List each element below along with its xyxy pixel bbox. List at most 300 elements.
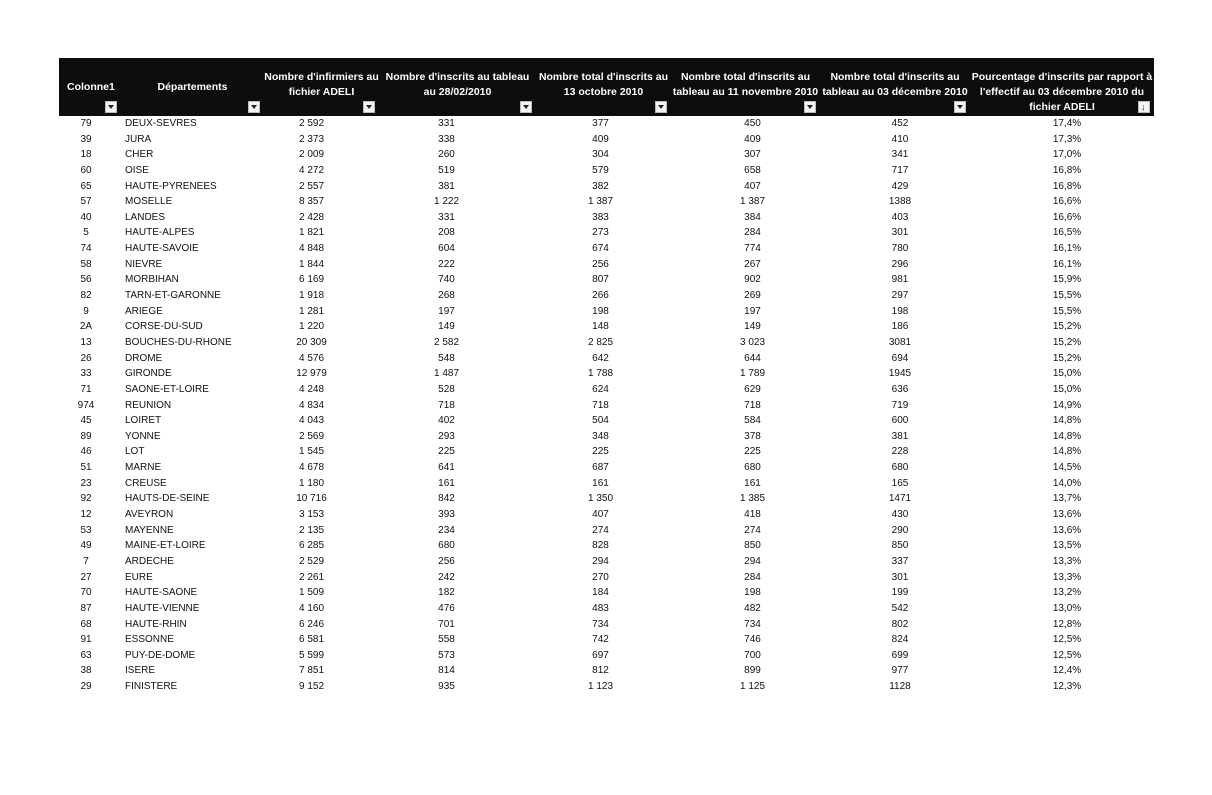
cell-inscrits-11-11[interactable]: 1 385	[739, 493, 766, 505]
cell-infirmiers-adeli[interactable]: 4 834	[298, 399, 325, 411]
cell-pourcentage[interactable]: 13,3%	[1052, 555, 1082, 567]
cell-inscrits-13-10[interactable]: 161	[592, 477, 609, 489]
cell-inscrits-13-10[interactable]: 274	[592, 524, 609, 536]
cell-pourcentage[interactable]: 16,5%	[1052, 227, 1082, 239]
cell-departement[interactable]: HAUTE-SAVOIE	[125, 243, 199, 255]
cell-pourcentage[interactable]: 12,5%	[1052, 649, 1082, 661]
cell-inscrits-28-02[interactable]: 331	[438, 118, 455, 129]
cell-departement[interactable]: MOSELLE	[125, 196, 173, 208]
cell-inscrits-03-12[interactable]: 1945	[888, 368, 912, 380]
cell-inscrits-11-11[interactable]: 700	[744, 649, 761, 661]
filter-dropdown-icon[interactable]	[248, 101, 260, 113]
cell-inscrits-03-12[interactable]: 699	[891, 649, 909, 661]
cell-infirmiers-adeli[interactable]: 1 821	[298, 227, 325, 239]
cell-inscrits-13-10[interactable]: 697	[592, 649, 609, 661]
cell-colonne1[interactable]: 57	[80, 196, 92, 208]
filter-dropdown-icon[interactable]	[105, 101, 117, 113]
cell-inscrits-11-11[interactable]: 1 789	[739, 368, 766, 380]
cell-inscrits-03-12[interactable]: 410	[891, 133, 909, 145]
cell-inscrits-11-11[interactable]: 850	[744, 540, 761, 552]
cell-inscrits-13-10[interactable]: 624	[592, 383, 609, 395]
cell-inscrits-11-11[interactable]: 899	[744, 665, 761, 677]
cell-inscrits-13-10[interactable]: 273	[592, 227, 609, 239]
cell-pourcentage[interactable]: 16,1%	[1052, 258, 1082, 270]
cell-colonne1[interactable]: 53	[80, 524, 92, 536]
cell-pourcentage[interactable]: 14,8%	[1052, 415, 1082, 427]
cell-inscrits-03-12[interactable]: 850	[891, 540, 909, 552]
cell-departement[interactable]: MAYENNE	[125, 524, 174, 536]
cell-pourcentage[interactable]: 13,3%	[1052, 571, 1082, 583]
cell-departement[interactable]: HAUTE-ALPES	[125, 227, 195, 239]
cell-colonne1[interactable]: 82	[80, 290, 92, 302]
cell-inscrits-11-11[interactable]: 284	[744, 571, 761, 583]
cell-colonne1[interactable]: 27	[80, 571, 92, 583]
cell-departement[interactable]: NIEVRE	[125, 258, 163, 270]
cell-infirmiers-adeli[interactable]: 6 169	[298, 274, 325, 286]
cell-colonne1[interactable]: 18	[80, 149, 92, 161]
cell-colonne1[interactable]: 12	[80, 509, 92, 521]
cell-inscrits-13-10[interactable]: 483	[592, 602, 609, 614]
cell-departement[interactable]: CORSE-DU-SUD	[125, 321, 203, 333]
cell-pourcentage[interactable]: 16,8%	[1052, 180, 1082, 192]
cell-departement[interactable]: AVEYRON	[125, 509, 174, 521]
cell-inscrits-28-02[interactable]: 604	[438, 243, 455, 255]
cell-inscrits-28-02[interactable]: 256	[438, 555, 455, 567]
cell-infirmiers-adeli[interactable]: 8 357	[298, 196, 325, 208]
cell-infirmiers-adeli[interactable]: 2 529	[298, 555, 325, 567]
cell-infirmiers-adeli[interactable]: 4 576	[298, 352, 325, 364]
cell-pourcentage[interactable]: 15,5%	[1052, 290, 1082, 302]
cell-inscrits-03-12[interactable]: 297	[891, 290, 909, 302]
cell-inscrits-13-10[interactable]: 734	[592, 618, 609, 630]
cell-inscrits-11-11[interactable]: 161	[744, 477, 761, 489]
cell-inscrits-03-12[interactable]: 780	[891, 243, 909, 255]
cell-inscrits-11-11[interactable]: 680	[744, 462, 761, 474]
cell-inscrits-13-10[interactable]: 1 123	[587, 681, 614, 693]
cell-inscrits-03-12[interactable]: 542	[891, 602, 909, 614]
cell-inscrits-28-02[interactable]: 718	[438, 399, 455, 411]
cell-inscrits-28-02[interactable]: 476	[438, 602, 455, 614]
cell-departement[interactable]: HAUTE-PYRENEES	[125, 180, 217, 192]
cell-inscrits-28-02[interactable]: 548	[438, 352, 455, 364]
cell-inscrits-11-11[interactable]: 1 387	[739, 196, 766, 208]
cell-pourcentage[interactable]: 15,9%	[1052, 274, 1082, 286]
cell-inscrits-13-10[interactable]: 266	[592, 290, 609, 302]
cell-inscrits-28-02[interactable]: 182	[438, 587, 455, 599]
cell-colonne1[interactable]: 68	[80, 618, 92, 630]
cell-inscrits-11-11[interactable]: 284	[744, 227, 761, 239]
cell-colonne1[interactable]: 49	[80, 540, 92, 552]
cell-inscrits-03-12[interactable]: 301	[891, 227, 909, 239]
cell-inscrits-28-02[interactable]: 528	[438, 383, 455, 395]
cell-colonne1[interactable]: 2A	[79, 321, 93, 333]
cell-inscrits-03-12[interactable]: 165	[891, 477, 909, 489]
cell-infirmiers-adeli[interactable]: 2 428	[298, 211, 325, 223]
cell-departement[interactable]: YONNE	[125, 430, 161, 442]
cell-departement[interactable]: LANDES	[125, 211, 166, 223]
cell-colonne1[interactable]: 39	[80, 133, 92, 145]
cell-colonne1[interactable]: 71	[80, 383, 92, 395]
cell-inscrits-11-11[interactable]: 225	[744, 446, 761, 458]
cell-pourcentage[interactable]: 12,8%	[1052, 618, 1082, 630]
cell-infirmiers-adeli[interactable]: 1 545	[298, 446, 325, 458]
cell-pourcentage[interactable]: 15,2%	[1052, 321, 1082, 333]
cell-inscrits-13-10[interactable]: 504	[592, 415, 609, 427]
cell-inscrits-28-02[interactable]: 2 582	[433, 336, 460, 348]
cell-departement[interactable]: HAUTE-VIENNE	[125, 602, 200, 614]
cell-inscrits-11-11[interactable]: 774	[744, 243, 761, 255]
filter-dropdown-icon[interactable]	[363, 101, 375, 113]
cell-inscrits-13-10[interactable]: 304	[592, 149, 609, 161]
cell-infirmiers-adeli[interactable]: 1 509	[298, 587, 325, 599]
cell-departement[interactable]: ARIEGE	[125, 305, 163, 317]
cell-inscrits-28-02[interactable]: 1 222	[433, 196, 460, 208]
cell-inscrits-28-02[interactable]: 740	[438, 274, 455, 286]
cell-inscrits-28-02[interactable]: 935	[438, 681, 455, 693]
cell-departement[interactable]: PUY-DE-DOME	[125, 649, 196, 661]
cell-inscrits-13-10[interactable]: 294	[592, 555, 609, 567]
cell-inscrits-28-02[interactable]: 519	[438, 164, 455, 176]
cell-departement[interactable]: HAUTE-RHIN	[125, 618, 187, 630]
cell-inscrits-13-10[interactable]: 1 387	[587, 196, 614, 208]
cell-infirmiers-adeli[interactable]: 4 678	[298, 462, 325, 474]
cell-inscrits-13-10[interactable]: 198	[592, 305, 609, 317]
cell-departement[interactable]: LOIRET	[125, 415, 162, 427]
cell-colonne1[interactable]: 79	[80, 118, 92, 129]
cell-inscrits-28-02[interactable]: 701	[438, 618, 455, 630]
cell-departement[interactable]: BOUCHES-DU-RHONE	[125, 336, 232, 348]
cell-inscrits-13-10[interactable]: 382	[592, 180, 609, 192]
cell-departement[interactable]: JURA	[125, 133, 152, 145]
cell-inscrits-03-12[interactable]: 1388	[888, 196, 912, 208]
cell-inscrits-11-11[interactable]: 197	[744, 305, 761, 317]
cell-inscrits-13-10[interactable]: 407	[592, 509, 609, 521]
cell-infirmiers-adeli[interactable]: 1 281	[298, 305, 325, 317]
cell-inscrits-28-02[interactable]: 641	[438, 462, 455, 474]
cell-infirmiers-adeli[interactable]: 2 557	[298, 180, 325, 192]
cell-inscrits-11-11[interactable]: 378	[744, 430, 761, 442]
cell-departement[interactable]: LOT	[125, 446, 145, 458]
cell-inscrits-03-12[interactable]: 429	[891, 180, 909, 192]
cell-departement[interactable]: HAUTS-DE-SEINE	[125, 493, 210, 505]
cell-departement[interactable]: OISE	[125, 164, 149, 176]
cell-pourcentage[interactable]: 14,8%	[1052, 430, 1082, 442]
cell-pourcentage[interactable]: 12,5%	[1052, 634, 1082, 646]
cell-pourcentage[interactable]: 12,4%	[1052, 665, 1082, 677]
cell-departement[interactable]: FINISTERE	[125, 681, 178, 693]
cell-inscrits-13-10[interactable]: 1 350	[587, 493, 614, 505]
cell-infirmiers-adeli[interactable]: 4 848	[298, 243, 325, 255]
cell-pourcentage[interactable]: 15,0%	[1052, 368, 1082, 380]
cell-inscrits-28-02[interactable]: 338	[438, 133, 455, 145]
cell-inscrits-13-10[interactable]: 256	[592, 258, 609, 270]
cell-infirmiers-adeli[interactable]: 20 309	[296, 336, 327, 348]
cell-inscrits-28-02[interactable]: 331	[438, 211, 455, 223]
cell-inscrits-13-10[interactable]: 812	[592, 665, 609, 677]
cell-infirmiers-adeli[interactable]: 4 043	[298, 415, 325, 427]
cell-pourcentage[interactable]: 15,5%	[1052, 305, 1082, 317]
cell-pourcentage[interactable]: 14,8%	[1052, 446, 1082, 458]
cell-inscrits-03-12[interactable]: 452	[891, 118, 909, 129]
cell-departement[interactable]: DROME	[125, 352, 163, 364]
cell-departement[interactable]: GIRONDE	[125, 368, 172, 380]
cell-inscrits-13-10[interactable]: 377	[592, 118, 609, 129]
cell-inscrits-13-10[interactable]: 742	[592, 634, 609, 646]
cell-inscrits-11-11[interactable]: 267	[744, 258, 761, 270]
cell-inscrits-13-10[interactable]: 828	[592, 540, 609, 552]
cell-inscrits-11-11[interactable]: 584	[744, 415, 761, 427]
cell-departement[interactable]: HAUTE-SAONE	[125, 587, 198, 599]
cell-colonne1[interactable]: 89	[80, 430, 92, 442]
cell-inscrits-11-11[interactable]: 274	[744, 524, 761, 536]
cell-pourcentage[interactable]: 17,3%	[1052, 133, 1082, 145]
cell-inscrits-13-10[interactable]: 674	[592, 243, 609, 255]
cell-pourcentage[interactable]: 17,0%	[1052, 149, 1082, 161]
cell-inscrits-28-02[interactable]: 814	[438, 665, 455, 677]
cell-inscrits-28-02[interactable]: 293	[438, 430, 455, 442]
cell-infirmiers-adeli[interactable]: 1 844	[298, 258, 325, 270]
cell-colonne1[interactable]: 70	[80, 587, 92, 599]
cell-inscrits-28-02[interactable]: 402	[438, 415, 455, 427]
cell-pourcentage[interactable]: 15,2%	[1052, 352, 1082, 364]
cell-pourcentage[interactable]: 15,0%	[1052, 383, 1082, 395]
cell-inscrits-03-12[interactable]: 636	[891, 383, 909, 395]
cell-infirmiers-adeli[interactable]: 2 261	[298, 571, 325, 583]
cell-pourcentage[interactable]: 13,7%	[1052, 493, 1082, 505]
cell-infirmiers-adeli[interactable]: 4 160	[298, 602, 325, 614]
cell-departement[interactable]: REUNION	[125, 399, 172, 411]
cell-inscrits-11-11[interactable]: 482	[744, 602, 761, 614]
cell-inscrits-13-10[interactable]: 270	[592, 571, 609, 583]
cell-inscrits-11-11[interactable]: 644	[744, 352, 761, 364]
cell-inscrits-28-02[interactable]: 222	[438, 258, 455, 270]
filter-dropdown-icon[interactable]	[655, 101, 667, 113]
cell-colonne1[interactable]: 91	[80, 634, 92, 646]
cell-infirmiers-adeli[interactable]: 2 009	[298, 149, 325, 161]
cell-pourcentage[interactable]: 13,5%	[1052, 540, 1082, 552]
cell-inscrits-28-02[interactable]: 680	[438, 540, 455, 552]
cell-departement[interactable]: MARNE	[125, 462, 162, 474]
cell-colonne1[interactable]: 13	[80, 336, 92, 348]
cell-colonne1[interactable]: 29	[80, 681, 92, 693]
cell-pourcentage[interactable]: 14,5%	[1052, 462, 1082, 474]
cell-inscrits-28-02[interactable]: 161	[438, 477, 455, 489]
cell-colonne1[interactable]: 60	[80, 164, 92, 176]
cell-inscrits-03-12[interactable]: 694	[891, 352, 909, 364]
cell-colonne1[interactable]: 974	[77, 399, 95, 411]
cell-inscrits-11-11[interactable]: 902	[744, 274, 761, 286]
cell-inscrits-11-11[interactable]: 384	[744, 211, 761, 223]
cell-departement[interactable]: CREUSE	[125, 477, 167, 489]
cell-inscrits-11-11[interactable]: 1 125	[739, 681, 766, 693]
cell-pourcentage[interactable]: 16,8%	[1052, 164, 1082, 176]
cell-inscrits-11-11[interactable]: 418	[744, 509, 761, 521]
cell-infirmiers-adeli[interactable]: 4 248	[298, 383, 325, 395]
cell-inscrits-13-10[interactable]: 687	[592, 462, 609, 474]
cell-colonne1[interactable]: 33	[80, 368, 92, 380]
cell-infirmiers-adeli[interactable]: 2 569	[298, 430, 325, 442]
cell-inscrits-28-02[interactable]: 208	[438, 227, 455, 239]
cell-inscrits-28-02[interactable]: 393	[438, 509, 455, 521]
cell-departement[interactable]: MORBIHAN	[125, 274, 179, 286]
cell-pourcentage[interactable]: 12,3%	[1052, 681, 1082, 693]
cell-colonne1[interactable]: 92	[80, 493, 92, 505]
cell-inscrits-03-12[interactable]: 977	[891, 665, 909, 677]
cell-infirmiers-adeli[interactable]: 1 180	[298, 477, 325, 489]
cell-inscrits-03-12[interactable]: 301	[891, 571, 909, 583]
cell-inscrits-11-11[interactable]: 629	[744, 383, 761, 395]
cell-inscrits-03-12[interactable]: 337	[891, 555, 909, 567]
cell-inscrits-13-10[interactable]: 718	[592, 399, 609, 411]
filter-dropdown-icon[interactable]	[520, 101, 532, 113]
cell-inscrits-28-02[interactable]: 558	[438, 634, 455, 646]
cell-colonne1[interactable]: 9	[83, 305, 89, 317]
cell-inscrits-11-11[interactable]: 307	[744, 149, 761, 161]
cell-inscrits-03-12[interactable]: 1128	[889, 681, 911, 693]
cell-inscrits-11-11[interactable]: 407	[744, 180, 761, 192]
cell-inscrits-03-12[interactable]: 717	[891, 164, 909, 176]
cell-inscrits-03-12[interactable]: 290	[891, 524, 909, 536]
cell-inscrits-03-12[interactable]: 824	[891, 634, 909, 646]
sort-descending-icon[interactable]	[1138, 101, 1150, 113]
cell-colonne1[interactable]: 87	[80, 602, 92, 614]
cell-inscrits-13-10[interactable]: 807	[592, 274, 609, 286]
cell-departement[interactable]: TARN-ET-GARONNE	[125, 290, 221, 302]
filter-dropdown-icon[interactable]	[954, 101, 966, 113]
cell-inscrits-13-10[interactable]: 642	[592, 352, 609, 364]
cell-pourcentage[interactable]: 14,9%	[1052, 399, 1082, 411]
cell-inscrits-13-10[interactable]: 409	[592, 133, 609, 145]
cell-colonne1[interactable]: 7	[83, 555, 89, 567]
cell-colonne1[interactable]: 23	[80, 477, 92, 489]
cell-infirmiers-adeli[interactable]: 1 918	[298, 290, 325, 302]
cell-departement[interactable]: EURE	[125, 571, 153, 583]
cell-infirmiers-adeli[interactable]: 6 581	[298, 634, 325, 646]
cell-inscrits-11-11[interactable]: 294	[744, 555, 761, 567]
cell-inscrits-03-12[interactable]: 802	[891, 618, 909, 630]
cell-inscrits-03-12[interactable]: 600	[891, 415, 909, 427]
cell-infirmiers-adeli[interactable]: 10 716	[296, 493, 327, 505]
cell-inscrits-13-10[interactable]: 383	[592, 211, 609, 223]
cell-infirmiers-adeli[interactable]: 12 979	[296, 368, 327, 380]
cell-inscrits-13-10[interactable]: 148	[592, 321, 609, 333]
cell-inscrits-03-12[interactable]: 198	[891, 305, 909, 317]
cell-pourcentage[interactable]: 16,6%	[1052, 211, 1082, 223]
cell-departement[interactable]: ESSONNE	[125, 634, 174, 646]
cell-infirmiers-adeli[interactable]: 4 272	[298, 164, 325, 176]
cell-departement[interactable]: DEUX-SEVRES	[125, 118, 197, 129]
cell-inscrits-13-10[interactable]: 225	[592, 446, 609, 458]
cell-infirmiers-adeli[interactable]: 1 220	[298, 321, 325, 333]
cell-inscrits-11-11[interactable]: 746	[744, 634, 761, 646]
cell-infirmiers-adeli[interactable]: 2 592	[298, 118, 325, 129]
cell-inscrits-03-12[interactable]: 381	[891, 430, 909, 442]
cell-colonne1[interactable]: 74	[80, 243, 92, 255]
cell-departement[interactable]: CHER	[125, 149, 154, 161]
cell-infirmiers-adeli[interactable]: 9 152	[298, 681, 325, 693]
cell-inscrits-03-12[interactable]: 719	[891, 399, 909, 411]
cell-inscrits-03-12[interactable]: 430	[891, 509, 909, 521]
cell-departement[interactable]: ARDECHE	[125, 555, 174, 567]
cell-infirmiers-adeli[interactable]: 6 285	[298, 540, 325, 552]
cell-infirmiers-adeli[interactable]: 6 246	[298, 618, 325, 630]
cell-colonne1[interactable]: 45	[80, 415, 92, 427]
cell-inscrits-28-02[interactable]: 242	[438, 571, 455, 583]
cell-inscrits-03-12[interactable]: 199	[891, 587, 909, 599]
cell-inscrits-11-11[interactable]: 409	[744, 133, 761, 145]
cell-inscrits-13-10[interactable]: 579	[592, 164, 609, 176]
cell-colonne1[interactable]: 56	[80, 274, 92, 286]
cell-colonne1[interactable]: 65	[80, 180, 92, 192]
cell-infirmiers-adeli[interactable]: 5 599	[298, 649, 325, 661]
cell-colonne1[interactable]: 5	[83, 227, 89, 239]
cell-inscrits-11-11[interactable]: 3 023	[739, 336, 766, 348]
cell-colonne1[interactable]: 40	[80, 211, 92, 223]
cell-inscrits-13-10[interactable]: 184	[592, 587, 609, 599]
cell-colonne1[interactable]: 26	[80, 352, 92, 364]
cell-colonne1[interactable]: 58	[80, 258, 92, 270]
cell-pourcentage[interactable]: 13,2%	[1052, 587, 1082, 599]
cell-inscrits-03-12[interactable]: 228	[891, 446, 909, 458]
cell-departement[interactable]: SAONE-ET-LOIRE	[125, 383, 209, 395]
cell-inscrits-11-11[interactable]: 718	[744, 399, 761, 411]
cell-colonne1[interactable]: 51	[80, 462, 92, 474]
cell-inscrits-11-11[interactable]: 198	[744, 587, 761, 599]
cell-inscrits-28-02[interactable]: 225	[438, 446, 455, 458]
cell-inscrits-28-02[interactable]: 234	[438, 524, 455, 536]
cell-infirmiers-adeli[interactable]: 7 851	[298, 665, 325, 677]
cell-inscrits-11-11[interactable]: 269	[744, 290, 761, 302]
cell-inscrits-28-02[interactable]: 149	[438, 321, 455, 333]
cell-inscrits-28-02[interactable]: 381	[438, 180, 455, 192]
cell-inscrits-11-11[interactable]: 450	[744, 118, 761, 129]
cell-inscrits-11-11[interactable]: 658	[744, 164, 761, 176]
cell-colonne1[interactable]: 63	[80, 649, 92, 661]
cell-pourcentage[interactable]: 15,2%	[1052, 336, 1082, 348]
cell-pourcentage[interactable]: 17,4%	[1052, 118, 1082, 129]
cell-inscrits-03-12[interactable]: 1471	[888, 493, 912, 505]
cell-inscrits-28-02[interactable]: 260	[438, 149, 455, 161]
cell-inscrits-28-02[interactable]: 842	[438, 493, 455, 505]
cell-inscrits-13-10[interactable]: 2 825	[587, 336, 614, 348]
cell-inscrits-28-02[interactable]: 573	[438, 649, 455, 661]
cell-inscrits-28-02[interactable]: 197	[438, 305, 455, 317]
cell-infirmiers-adeli[interactable]: 3 153	[298, 509, 325, 521]
cell-inscrits-03-12[interactable]: 341	[891, 149, 909, 161]
cell-inscrits-28-02[interactable]: 1 487	[433, 368, 460, 380]
cell-pourcentage[interactable]: 13,6%	[1052, 524, 1082, 536]
cell-colonne1[interactable]: 38	[80, 665, 92, 677]
cell-pourcentage[interactable]: 13,6%	[1052, 509, 1082, 521]
filter-dropdown-icon[interactable]	[804, 101, 816, 113]
cell-inscrits-03-12[interactable]: 981	[891, 274, 909, 286]
cell-infirmiers-adeli[interactable]: 2 373	[298, 133, 325, 145]
cell-departement[interactable]: MAINE-ET-LOIRE	[125, 540, 206, 552]
cell-pourcentage[interactable]: 14,0%	[1052, 477, 1082, 489]
cell-inscrits-03-12[interactable]: 296	[891, 258, 909, 270]
cell-inscrits-11-11[interactable]: 734	[744, 618, 761, 630]
cell-infirmiers-adeli[interactable]: 2 135	[298, 524, 325, 536]
cell-inscrits-13-10[interactable]: 348	[592, 430, 609, 442]
cell-colonne1[interactable]: 46	[80, 446, 92, 458]
cell-inscrits-03-12[interactable]: 186	[891, 321, 909, 333]
cell-inscrits-03-12[interactable]: 680	[891, 462, 909, 474]
cell-pourcentage[interactable]: 16,1%	[1052, 243, 1082, 255]
cell-inscrits-11-11[interactable]: 149	[744, 321, 761, 333]
cell-pourcentage[interactable]: 13,0%	[1052, 602, 1082, 614]
cell-departement[interactable]: ISERE	[125, 665, 156, 677]
cell-inscrits-28-02[interactable]: 268	[438, 290, 455, 302]
